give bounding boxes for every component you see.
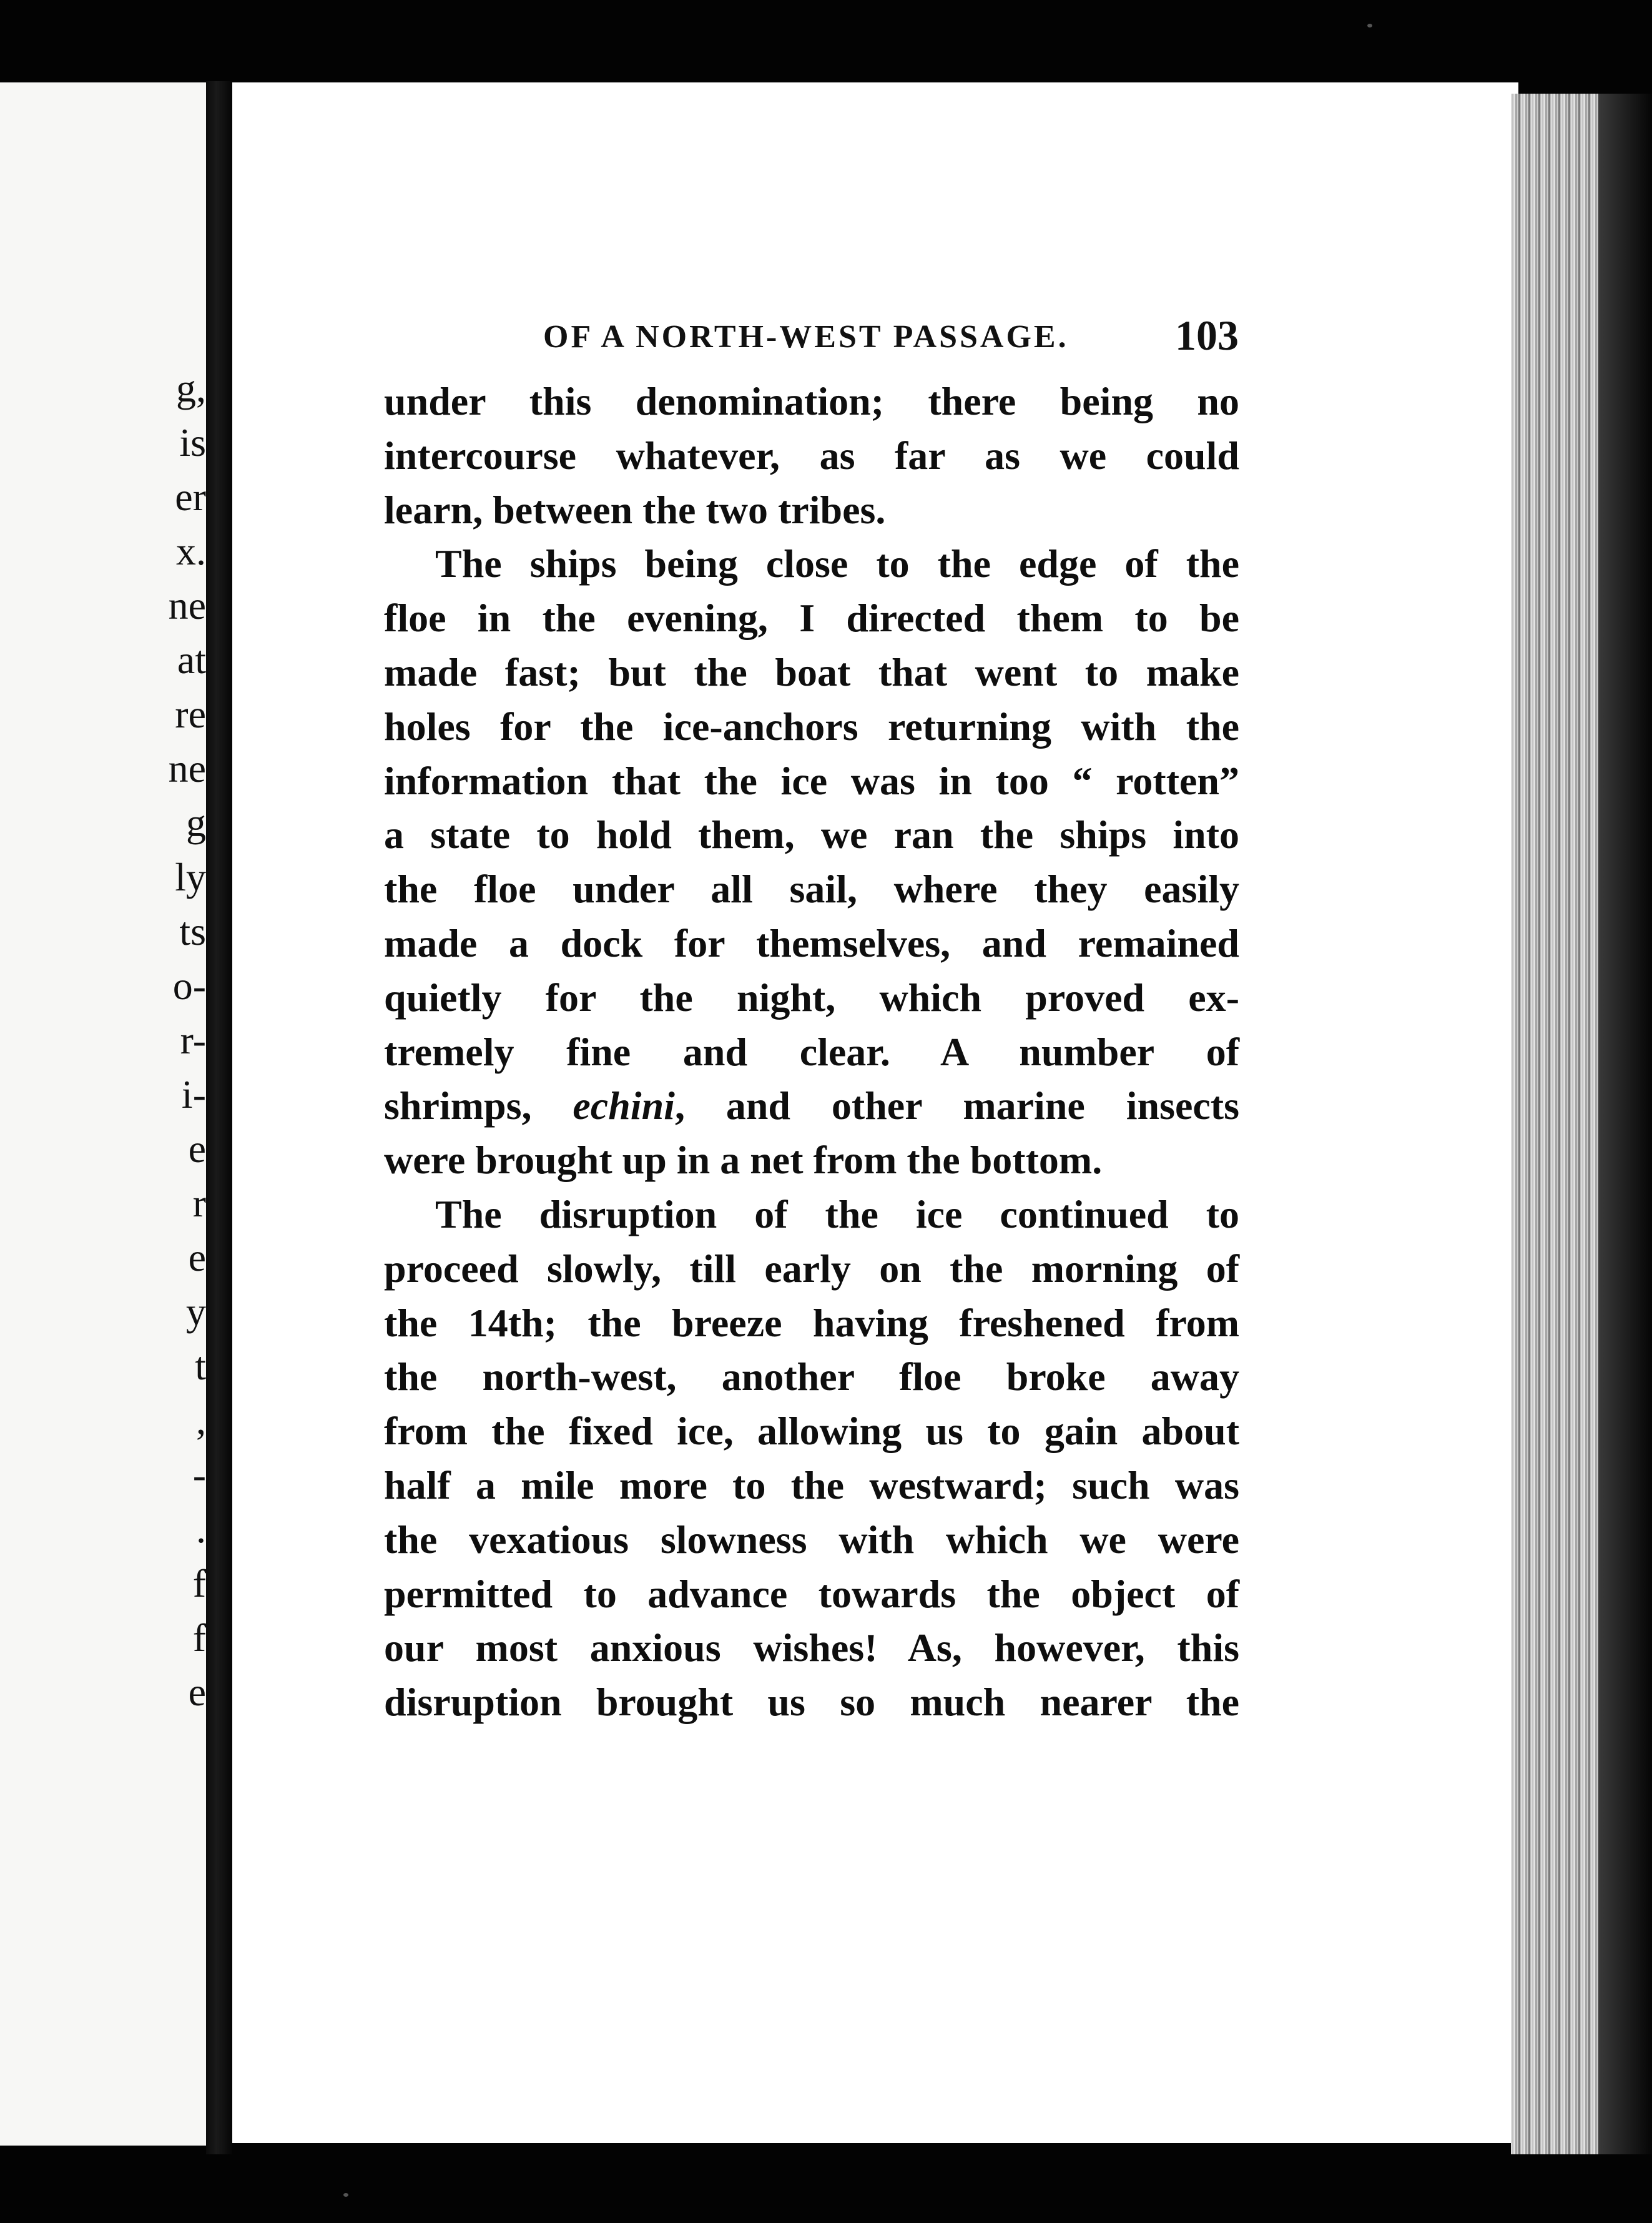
previous-page-fragment [0,82,206,2146]
fragment-line: o- [172,964,206,1008]
fragment-line: e [188,1126,206,1171]
text-line: were brought up in a net from the bottom. [384,1138,1103,1183]
text-line: made a dock for themselves, and remained [384,920,1239,965]
text-line-with-italic [384,1079,1239,1133]
scan-speck [343,2193,348,2197]
text-line: made fast; but the boat that went to make [384,649,1239,694]
text-line: learn, between the two tribes. [384,487,886,532]
paragraph-first-line: The ships being close to the edge of the [435,541,1239,586]
text-fragment: shrimps, [384,1083,573,1128]
text-line: permitted to advance towards the object of [384,1571,1239,1616]
fragment-line: ts [179,909,206,954]
previous-page-text-edge [0,82,206,2146]
fragment-line: re [175,692,206,736]
fragment-line: at [177,638,206,682]
fragment-line: is [179,420,206,465]
fragment-line: g, [176,366,206,410]
body-text [384,375,1239,1730]
page-number: 103 [1175,312,1239,359]
text-line: intercourse whatever, as far as we could [384,433,1239,478]
text-line: floe in the evening, I directed them to be [384,596,1239,641]
fragment-line: i- [181,1072,206,1116]
fragment-line: x. [176,529,206,573]
fragment-line: r [192,1181,206,1225]
fragment-line: , [196,1398,206,1442]
text-line: proceed slowly, till early on the morning of [384,1246,1239,1291]
text-line: our most anxious wishes! As, however, this [384,1625,1239,1670]
fragment-line: r- [180,1018,206,1062]
text-line: tremely fine and clear. A number of [384,1029,1239,1074]
text-fragment: , and other marine insects [674,1083,1239,1128]
text-line: the floe under all sail, where they easily [384,867,1239,912]
fragment-line: . [196,1507,206,1551]
fragment-line: f [192,1561,206,1605]
text-line: half a mile more to the westward; such was [384,1462,1239,1507]
book-gutter [206,81,232,2154]
fragment-line: ly [175,855,206,899]
text-line: under this denomination; there being no [384,379,1239,423]
paragraph-first-line: The disruption of the ice continued to [435,1191,1239,1236]
fragment-line: t [195,1344,206,1388]
fragment-line: er [175,475,206,519]
fragment-line: e [188,1670,206,1714]
text-line: the 14th; the breeze having freshened from [384,1300,1239,1345]
fragment-line: ne [168,583,206,628]
fragment-line: f [192,1615,206,1660]
scan-speck [1367,24,1372,27]
fragment-line: y [186,1289,206,1334]
fragment-line: - [192,1452,206,1497]
text-line: the vexatious slowness with which we were [384,1517,1239,1562]
text-line: information that the ice was in too “ rotten” [384,758,1239,803]
text-line: from the fixed ice, allowing us to gain about [384,1409,1239,1454]
text-line: quietly for the night, which proved ex- [384,975,1239,1020]
text-line: a state to hold them, we ran the ships into [384,812,1239,857]
italic-term: echini [573,1083,675,1128]
fragment-line: g [186,801,206,845]
running-head [543,311,1249,361]
text-line: disruption brought us so much nearer the [384,1680,1239,1725]
text-line: holes for the ice-anchors returning with the [384,704,1239,749]
fragment-line: e [188,1235,206,1279]
fragment-line: ne [168,746,206,791]
running-title: OF A NORTH-WEST PASSAGE. [543,319,1069,355]
text-line: the north-west, another floe broke away [384,1354,1239,1399]
page-edges-shadow [1598,94,1652,2154]
